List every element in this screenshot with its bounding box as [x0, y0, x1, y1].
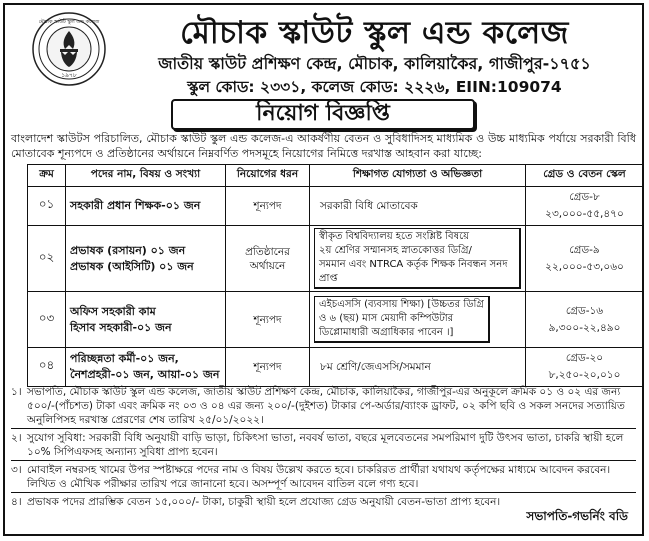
- school-logo: [31, 11, 107, 87]
- header-post: পদের নাম, বিষয় ও সংখ্যা: [66, 165, 226, 187]
- term-divider: [11, 492, 636, 493]
- type-line: প্রতিষ্ঠানের: [245, 245, 290, 258]
- term-text: মোবাইল নম্বরসহ খামের উপর স্পষ্টাক্ষরে পদের নাম ও বিষয় উল্লেখ করতে হবে। চাকরিরত প্রার্থীরা যথাযথ কর্তৃপক্ষের মাধ্যমে আবেদন করবেন। লিখিত ও মৌখিক পরীক্ষার তারিখ পরে জানানো হবে। অসম্পূর্ণ আবেদন বাতিল বলে গণ্য হবে।: [27, 464, 611, 490]
- qualification-line: সরকারী বিধি মোতাবেক: [320, 200, 418, 212]
- qualification-line: স্বীকৃত বিশ্ববিদ্যালয় হতে সংশ্লিষ্ট বিষয়ে: [319, 231, 470, 242]
- pay-scale: ৯,৩০০-২২,৪৯০: [548, 321, 621, 334]
- cell-qualification: [310, 292, 526, 348]
- qualification-line: এইচএসসি (ব্যবসায় শিক্ষা) [উচ্চতর ডিগ্রি: [319, 299, 484, 310]
- type-line: শূন্যপদ: [253, 200, 282, 212]
- pay-scale: ৮,২৫০-২০,০১০: [548, 369, 621, 381]
- post-line: অফিস সহকারী কাম: [70, 304, 156, 318]
- vacancy-table: [27, 164, 644, 387]
- type-line: অর্থায়নে: [249, 259, 286, 272]
- term-number: ১।: [11, 386, 22, 398]
- logo-text: মৌচাক স্কাউট স্কুল এন্ড কলেজ: [38, 19, 100, 25]
- cell-grade-scale: [526, 292, 644, 348]
- cell-grade-scale: [526, 187, 644, 226]
- grade-label: গ্রেড-৮: [569, 191, 600, 203]
- qualification-line: ডিপ্লোমাধারী অগ্রাধিকার পাবেন ।]: [319, 327, 454, 338]
- type-line: শূন্যপদ: [253, 361, 282, 373]
- cell-appointment-type: [226, 187, 310, 226]
- cell-qualification: [310, 187, 526, 226]
- cell-grade-scale: [526, 348, 644, 387]
- qualification-text: [314, 296, 490, 343]
- qualification-text: [314, 360, 521, 374]
- post-line: সহকারী প্রধান শিক্ষক-০১ জন: [70, 199, 201, 212]
- cell-post: [66, 348, 226, 387]
- term-number: ৪।: [11, 496, 22, 508]
- cell-qualification: [310, 348, 526, 387]
- logo-year: ১৯৭৮: [61, 72, 77, 79]
- qualification-text: [314, 228, 521, 289]
- terms-list: [11, 385, 636, 510]
- header-appointment-type: নিয়োগের ধরন: [226, 165, 310, 187]
- notice-page: [3, 3, 644, 536]
- school-codes: স্কুল কোড: ২৩৩১, কলেজ কোড: ২২২৬, EIIN:109074: [187, 78, 562, 96]
- qualification-text: [314, 199, 521, 213]
- qualification-line: ও ৬ (ছয়) মাস মেয়াদী কম্পিউটার: [319, 313, 454, 324]
- term-text: প্রভাষক পদের প্রারম্ভিক বেতন ১৫,০০০/- টাকা, চাকুরী স্থায়ী হলে প্রযোজ্য গ্রেড অনুযায়ী বেতন-ভাতা প্রাপ্য হবেন।: [27, 496, 501, 508]
- qualification-line: ৮ম শ্রেণি/জেএসসি/সমমান: [320, 361, 431, 373]
- term-divider: [11, 428, 636, 429]
- term-item: [11, 495, 636, 509]
- post-line: প্রভাষক (রসায়ন) ০১ জন: [70, 243, 186, 257]
- intro-paragraph: বাংলাদেশ স্কাউটস পরিচালিত, মৌচাক স্কাউট স্কুল এন্ড কলেজ-এ আকর্ষণীয় বেতন ও সুবিধাদিসহ মাধ্যমিক ও উচ্চ মাধ্যমিক পর্যায়ে সরকারী বিধি মোতাবেক শূন্যপদে ও প্রতিষ্ঠানের অর্থায়নে নিম্নবর্ণিত পদসমূহে নিয়োগের নিমিত্তে দরখাস্ত আহবান করা যাচ্ছে:: [11, 132, 636, 160]
- term-number: ৩।: [11, 464, 22, 476]
- cell-serial: ০১: [28, 187, 66, 226]
- table-row: [28, 226, 644, 292]
- term-number: ২।: [11, 432, 22, 444]
- post-line: হিসাব সহকারী-০১ জন: [70, 320, 172, 334]
- grade-label: গ্রেড-৯: [569, 243, 600, 256]
- term-text: সুযোগ সুবিধা: সরকারী বিধি অনুযায়ী বাড়ি ভাড়া, চিকিৎসা ভাতা, নববর্ষ ভাতা, বছরে মূলবেতনের সমপরিমাণ দুটি উৎসব ভাতা, চাকরি স্থায়ী হলে ১০% সিপিএফসহ অন্যান্য সুবিধা প্রাপ্য হবেন।: [27, 432, 624, 458]
- term-item: [11, 463, 636, 491]
- header-grade-scale: গ্রেড ও বেতন স্কেল: [526, 165, 644, 187]
- table-row: [28, 187, 644, 226]
- cell-serial: ০৪: [28, 348, 66, 387]
- term-text: সভাপতি, মৌচাক স্কাউট স্কুল এন্ড কলেজ, জাতীয় স্কাউট প্রশিক্ষণ কেন্দ্র, মৌচাক, কালিয়াকৈর, গাজীপুর-এর অনুকূলে ক্রমিক ০১ ও ০২ এর জন্য ৫০০/-(পাঁচশত) টাকা এবং ক্রমিক নং ০৩ ও ০৪ এর জন্য ২০০/-(দুইশত) টাকার পে-অর্ডার/ব্যাংক ড্রাফট, ০২ কপি ছবি ও সকল সনদের সত্যায়িত অনুলিপিসহ দরখাস্ত প্রেরণের শেষ তারিখ ২৫/০১/২০২২।: [27, 386, 625, 426]
- qualification-line: ২য় শ্রেণির সম্মানসহ স্নাতকোত্তর ডিগ্রি/: [319, 245, 472, 256]
- cell-qualification: [310, 226, 526, 292]
- header-serial: ক্রম: [28, 165, 66, 187]
- grade-label: গ্রেড-২০: [565, 352, 604, 364]
- notice-title: নিয়োগ বিজ্ঞপ্তি: [171, 99, 475, 130]
- cell-post: [66, 187, 226, 226]
- cell-grade-scale: [526, 226, 644, 292]
- school-address: জাতীয় স্কাউট প্রশিক্ষণ কেন্দ্র, মৌচাক, কালিয়াকৈর, গাজীপুর-১৭৫১: [158, 54, 591, 73]
- cell-serial: ০২: [28, 226, 66, 292]
- post-line: প্রভাষক (আইসিটি) ০১ জন: [70, 259, 194, 273]
- table-row: [28, 292, 644, 348]
- grade-label: গ্রেড-১৬: [565, 304, 604, 317]
- table-header-row: [28, 165, 644, 187]
- signature: সভাপতি-গভর্নিং বডি: [526, 509, 628, 523]
- term-item: [11, 431, 636, 459]
- cell-serial: ০৩: [28, 292, 66, 348]
- cell-post: [66, 292, 226, 348]
- header-qualification: শিক্ষাগত যোগ্যতা ও অভিজ্ঞতা: [310, 165, 526, 187]
- school-name: মৌচাক স্কাউট স্কুল এন্ড কলেজ: [180, 15, 569, 51]
- post-line: পরিচ্ছন্নতা কর্মী-০১ জন,: [70, 352, 179, 365]
- table-row: [28, 348, 644, 387]
- type-line: শূন্যপদ: [253, 313, 282, 326]
- post-line: নৈশপ্রহরী-০১ জন, আয়া-০১ জন: [70, 368, 220, 381]
- term-divider: [11, 460, 636, 461]
- cell-appointment-type: [226, 292, 310, 348]
- term-item: [11, 385, 636, 427]
- pay-scale: ২২,০০০-৫৩,০৬০: [545, 260, 624, 273]
- pay-scale: ২৩,০০০-৫৫,৪৭০: [545, 208, 624, 220]
- cell-appointment-type: [226, 348, 310, 387]
- cell-post: [66, 226, 226, 292]
- qualification-line: সমমান এবং NTRCA কর্তৃক শিক্ষক নিবন্ধন সনদ প্রাপ্ত: [319, 259, 508, 284]
- cell-appointment-type: [226, 226, 310, 292]
